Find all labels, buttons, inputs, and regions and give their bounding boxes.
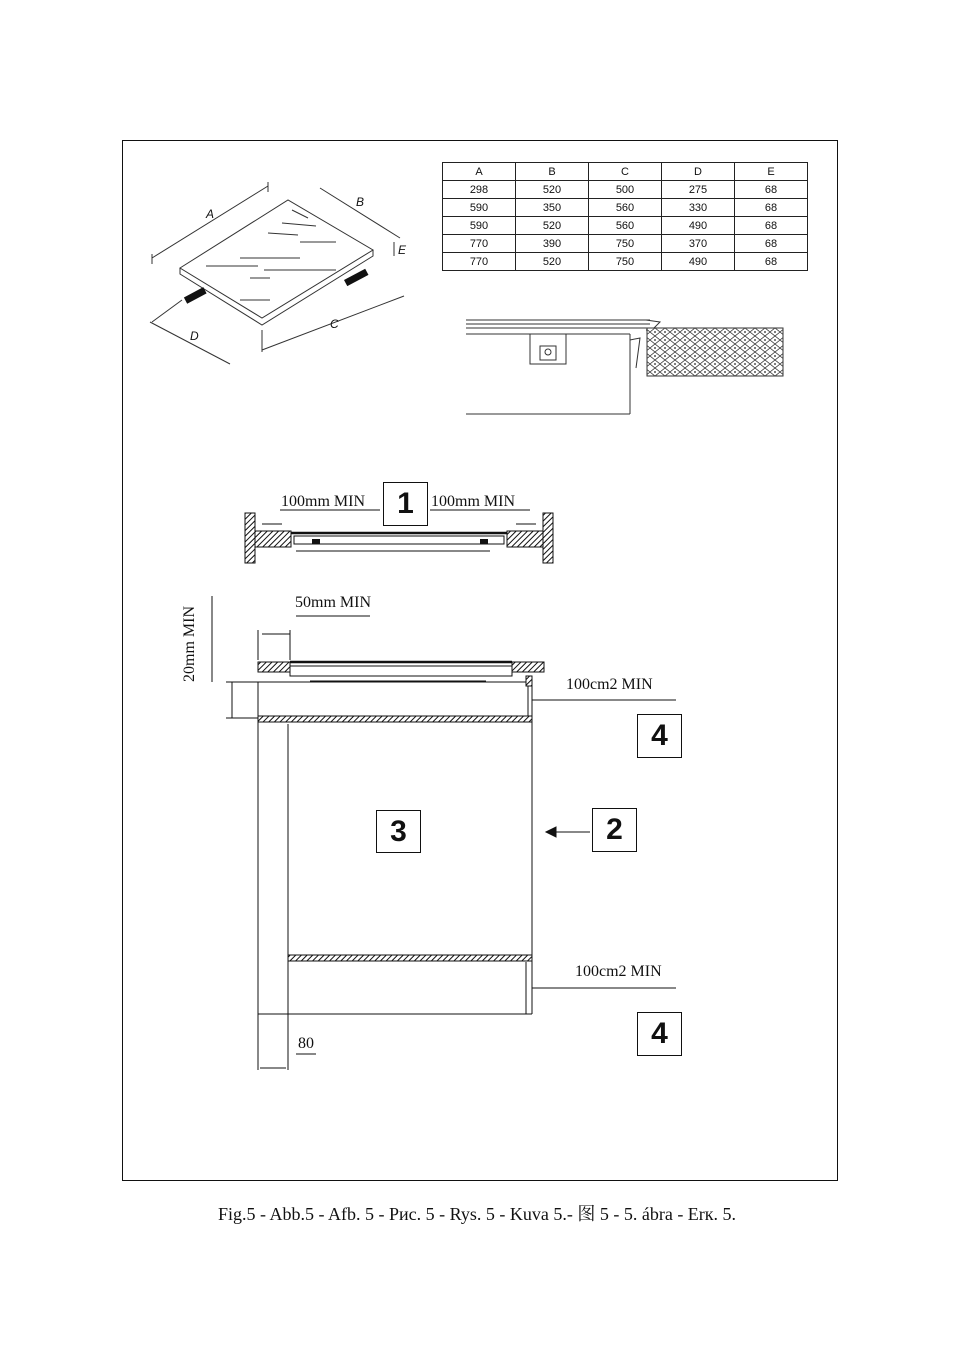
label-left-clearance: 100mm MIN — [281, 493, 365, 510]
table-cell: 750 — [589, 235, 662, 253]
label-vent-bottom: 100cm2 MIN — [575, 963, 662, 980]
table-cell: 770 — [443, 235, 516, 253]
countertop-section — [258, 662, 290, 672]
label-vent-top: 100cm2 MIN — [566, 676, 653, 693]
header-c: C — [589, 163, 662, 181]
vent-mark — [526, 676, 532, 686]
iso-label-a: A — [206, 207, 215, 221]
label-vertical-clearance: 20mm MIN — [181, 606, 198, 682]
table-cell: 68 — [735, 235, 808, 253]
table-cell: 500 — [589, 181, 662, 199]
iso-label-e: E — [398, 243, 407, 257]
table-cell: 68 — [735, 199, 808, 217]
countertop-stone — [647, 328, 783, 376]
callout-2: 2 — [592, 808, 637, 852]
table-cell: 350 — [516, 199, 589, 217]
table-cell: 490 — [662, 253, 735, 271]
table-cell: 370 — [662, 235, 735, 253]
table-cell: 390 — [516, 235, 589, 253]
callout-4-top: 4 — [637, 714, 682, 758]
table-cell: 68 — [735, 253, 808, 271]
table-cell: 330 — [662, 199, 735, 217]
shelf-lower — [288, 955, 532, 961]
callout-4-bottom: 4 — [637, 1012, 682, 1056]
header-a: A — [443, 163, 516, 181]
table-cell: 520 — [516, 181, 589, 199]
header-b: B — [516, 163, 589, 181]
countertop-section — [512, 662, 544, 672]
figure-caption: Fig.5 - Abb.5 - Afb. 5 - Рис. 5 - Rys. 5 - Kuva 5.- 图 5 - 5. ábra - Εrк. 5. — [217, 1204, 737, 1224]
iso-label-d: D — [190, 329, 199, 343]
iso-label-b: B — [356, 195, 365, 209]
table-cell: 275 — [662, 181, 735, 199]
table-cell: 68 — [735, 217, 808, 235]
table-cell: 560 — [589, 199, 662, 217]
table-cell: 590 — [443, 199, 516, 217]
section-detail — [466, 320, 660, 414]
label-right-clearance: 100mm MIN — [431, 493, 515, 510]
table-cell: 298 — [443, 181, 516, 199]
header-d: D — [662, 163, 735, 181]
hob-foot — [184, 287, 207, 304]
table-cell: 590 — [443, 217, 516, 235]
table-cell: 68 — [735, 181, 808, 199]
header-e: E — [735, 163, 808, 181]
table-cell: 560 — [589, 217, 662, 235]
shelf-upper — [258, 716, 532, 722]
table-cell: 520 — [516, 217, 589, 235]
table-cell: 490 — [662, 217, 735, 235]
table-cell: 750 — [589, 253, 662, 271]
table-cell: 770 — [443, 253, 516, 271]
label-back-clearance: 50mm MIN — [295, 594, 371, 611]
label-width-80: 80 — [298, 1035, 314, 1052]
iso-label-c: C — [330, 317, 339, 331]
callout-3: 3 — [376, 810, 421, 853]
table-cell: 520 — [516, 253, 589, 271]
callout-1: 1 — [383, 482, 428, 526]
